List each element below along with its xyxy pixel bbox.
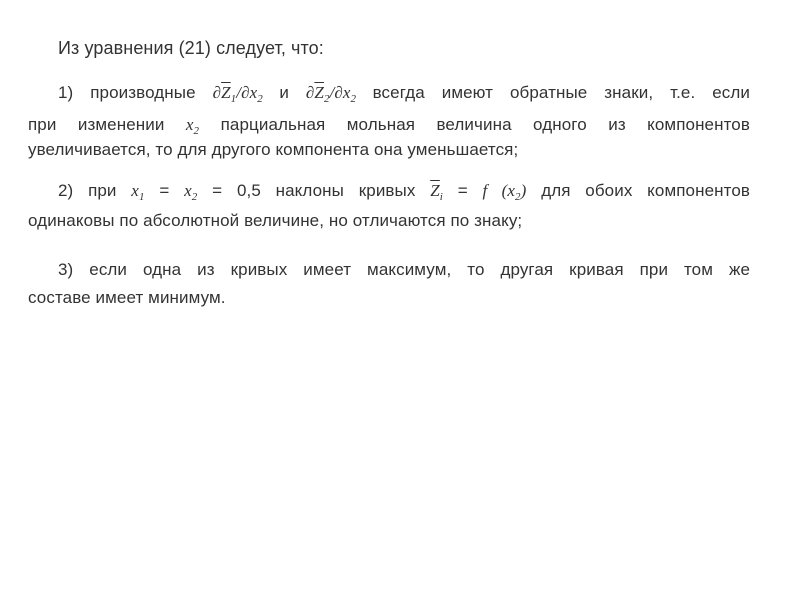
subscript: 2: [323, 93, 330, 105]
partial-symbol: ∂: [305, 83, 315, 102]
intro-label: Из уравнения (21) следует, что:: [58, 38, 324, 58]
item1-line1: [28, 82, 750, 110]
item2-line2-text: одинаковы по абсолютной величине, но отличаются по знаку;: [28, 211, 523, 230]
z-bar-symbol: $\overline{Z}$: [314, 83, 324, 102]
item1-lead: 1) производные: [58, 83, 196, 102]
item2-mid: = 0,5 наклоны кривых: [212, 181, 416, 200]
paren-close: ): [520, 181, 527, 200]
subscript: 1: [230, 93, 237, 105]
and-word: и: [279, 83, 289, 102]
x-symbol: x: [184, 181, 192, 200]
function-fx: [482, 181, 527, 203]
partial-symbol: ∂: [212, 83, 222, 102]
zi-symbol: [430, 181, 443, 203]
f-symbol: f: [482, 181, 488, 200]
subscript: 2: [191, 191, 198, 203]
x1-symbol: [131, 181, 145, 203]
x-symbol: x: [185, 115, 194, 134]
item2-lead: 2) при: [58, 181, 117, 200]
derivative-2: [305, 83, 373, 105]
intro-text: [58, 37, 324, 59]
eq-sign-3: =: [457, 181, 468, 200]
subscript: 2: [257, 93, 263, 105]
x-symbol: (x: [501, 181, 516, 200]
item1-line3-text: увеличивается, то для другого компонента она уменьшается;: [28, 140, 519, 159]
item3-line2-text: составе имеет минимум.: [28, 288, 226, 307]
item1-line3: [28, 139, 518, 161]
z-bar-symbol: $\overline{Z}$: [430, 181, 440, 200]
subscript: 1: [138, 191, 145, 203]
partial-x-symbol: /∂x: [329, 83, 351, 102]
item1-line2-pre: при изменении: [28, 115, 165, 134]
subscript: 2: [515, 191, 521, 203]
item2-line1: [28, 180, 750, 208]
eq-sign-1: =: [159, 181, 170, 200]
item3-line1-text: 3) если одна из кривых имеет максимум, то другая кривая при том же: [58, 260, 750, 279]
x-symbol: x: [131, 181, 139, 200]
item1-line2-post: парциальная мольная величина одного из компонентов: [220, 115, 750, 134]
item2-tail: для обоих компонентов: [541, 181, 751, 200]
subscript: 2: [350, 93, 357, 105]
subscript: 2: [193, 125, 200, 137]
item3-line2: [28, 287, 226, 309]
derivative-1: [212, 83, 280, 105]
item1-line2: [28, 114, 750, 142]
x2-symbol: [184, 181, 198, 203]
item1-tail: всегда имеют обратные знаки, т.е. если: [372, 83, 750, 102]
z-bar-symbol: $\overline{Z}$: [221, 83, 231, 102]
x2-symbol: [185, 115, 200, 137]
item3-line1: [28, 259, 750, 281]
item2-line2: [28, 210, 522, 232]
subscript: i: [439, 191, 443, 203]
partial-x-symbol: /∂x: [236, 83, 258, 102]
